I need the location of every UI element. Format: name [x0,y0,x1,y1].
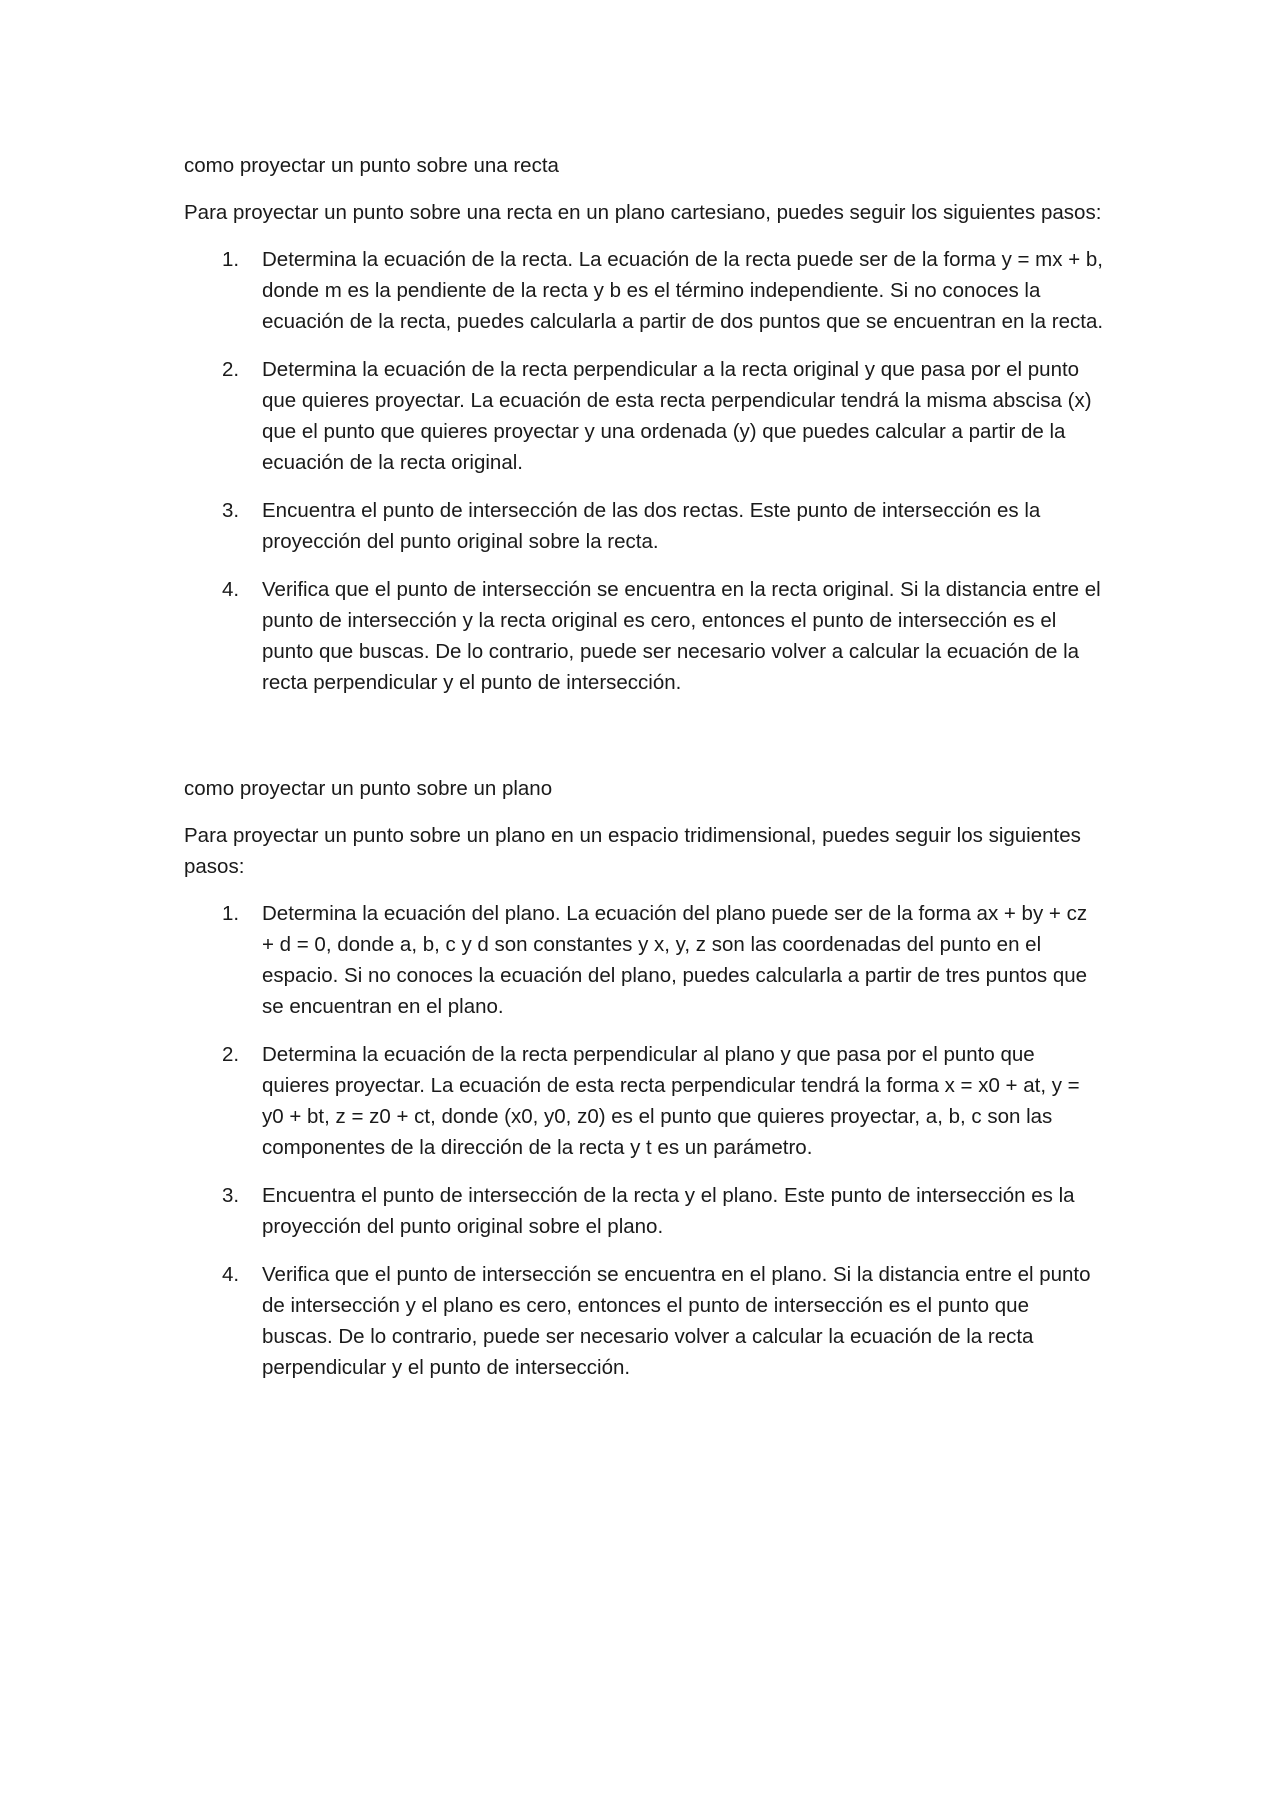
list-item-text: Determina la ecuación de la recta perpendicular al plano y que pasa por el punto que quieres proyectar. La ecuación de esta recta perpendicular tendrá la forma x = x0 + at, y = y0 + bt, z = z0 + ct, donde (x0, y0, z0) es el punto que quieres proyectar, a, b, c son las componentes de la dirección de la recta y t es un parámetro. [262,1043,1080,1159]
list-item [184,1180,1104,1242]
steps-list [184,898,1104,1383]
section-plano [184,773,1104,1383]
list-item [184,574,1104,698]
list-item-number: 3. [222,1184,240,1207]
list-item [184,244,1104,337]
list-item-number: 4. [222,578,240,601]
list-item [184,1259,1104,1383]
document-body [184,150,1104,1400]
steps-list [184,244,1104,698]
list-item-text: Verifica que el punto de intersección se encuentra en la recta original. Si la distancia entre el punto de intersección y la recta original es cero, entonces el punto de intersección es el punto que buscas. De lo contrario, puede ser necesario volver a calcular la ecuación de la recta perpendicular y el punto de intersección. [262,578,1101,694]
list-item-number: 1. [222,248,240,271]
list-item-number: 4. [222,1263,240,1286]
list-item-text: Determina la ecuación de la recta. La ecuación de la recta puede ser de la forma y = mx + b, donde m es la pendiente de la recta y b es el término independiente. Si no conoces la ecuación de la recta, puedes calcularla a partir de dos puntos que se encuentran en la recta. [262,248,1104,333]
section-title: como proyectar un punto sobre una recta [184,154,559,177]
list-item-text: Verifica que el punto de intersección se encuentra en el plano. Si la distancia entre el punto de intersección y el plano es cero, entonces el punto de intersección es el punto que buscas. De lo contrario, puede ser necesario volver a calcular la ecuación de la recta perpendicular y el punto de intersección. [262,1263,1091,1379]
list-item-text: Encuentra el punto de intersección de las dos rectas. Este punto de intersección es la proyección del punto original sobre la recta. [262,499,1041,553]
list-item [184,898,1104,1022]
list-item [184,1039,1104,1163]
list-item-number: 3. [222,499,240,522]
section-recta [184,150,1104,698]
list-item-number: 2. [222,1043,240,1066]
list-item-text: Encuentra el punto de intersección de la recta y el plano. Este punto de intersección es la proyección del punto original sobre el plano. [262,1184,1075,1238]
list-item-number: 2. [222,358,240,381]
list-item-number: 1. [222,902,240,925]
list-item-text: Determina la ecuación de la recta perpendicular a la recta original y que pasa por el punto que quieres proyectar. La ecuación de esta recta perpendicular tendrá la misma abscisa (x) que el punto que quieres proyectar y una ordenada (y) que puedes calcular a partir de la ecuación de la recta original. [262,358,1092,474]
section-intro: Para proyectar un punto sobre un plano en un espacio tridimensional, puedes seguir los siguientes pasos: [184,824,1081,878]
section-title: como proyectar un punto sobre un plano [184,777,553,800]
section-spacer [184,715,1104,773]
list-item-text: Determina la ecuación del plano. La ecuación del plano puede ser de la forma ax + by + cz + d = 0, donde a, b, c y d son constantes y x, y, z son las coordenadas del punto en el espacio. Si no conoces la ecuación del plano, puedes calcularla a partir de tres puntos que se encuentran en el plano. [262,902,1088,1018]
section-intro: Para proyectar un punto sobre una recta en un plano cartesiano, puedes seguir los siguientes pasos: [184,201,1102,224]
list-item [184,495,1104,557]
list-item [184,354,1104,478]
